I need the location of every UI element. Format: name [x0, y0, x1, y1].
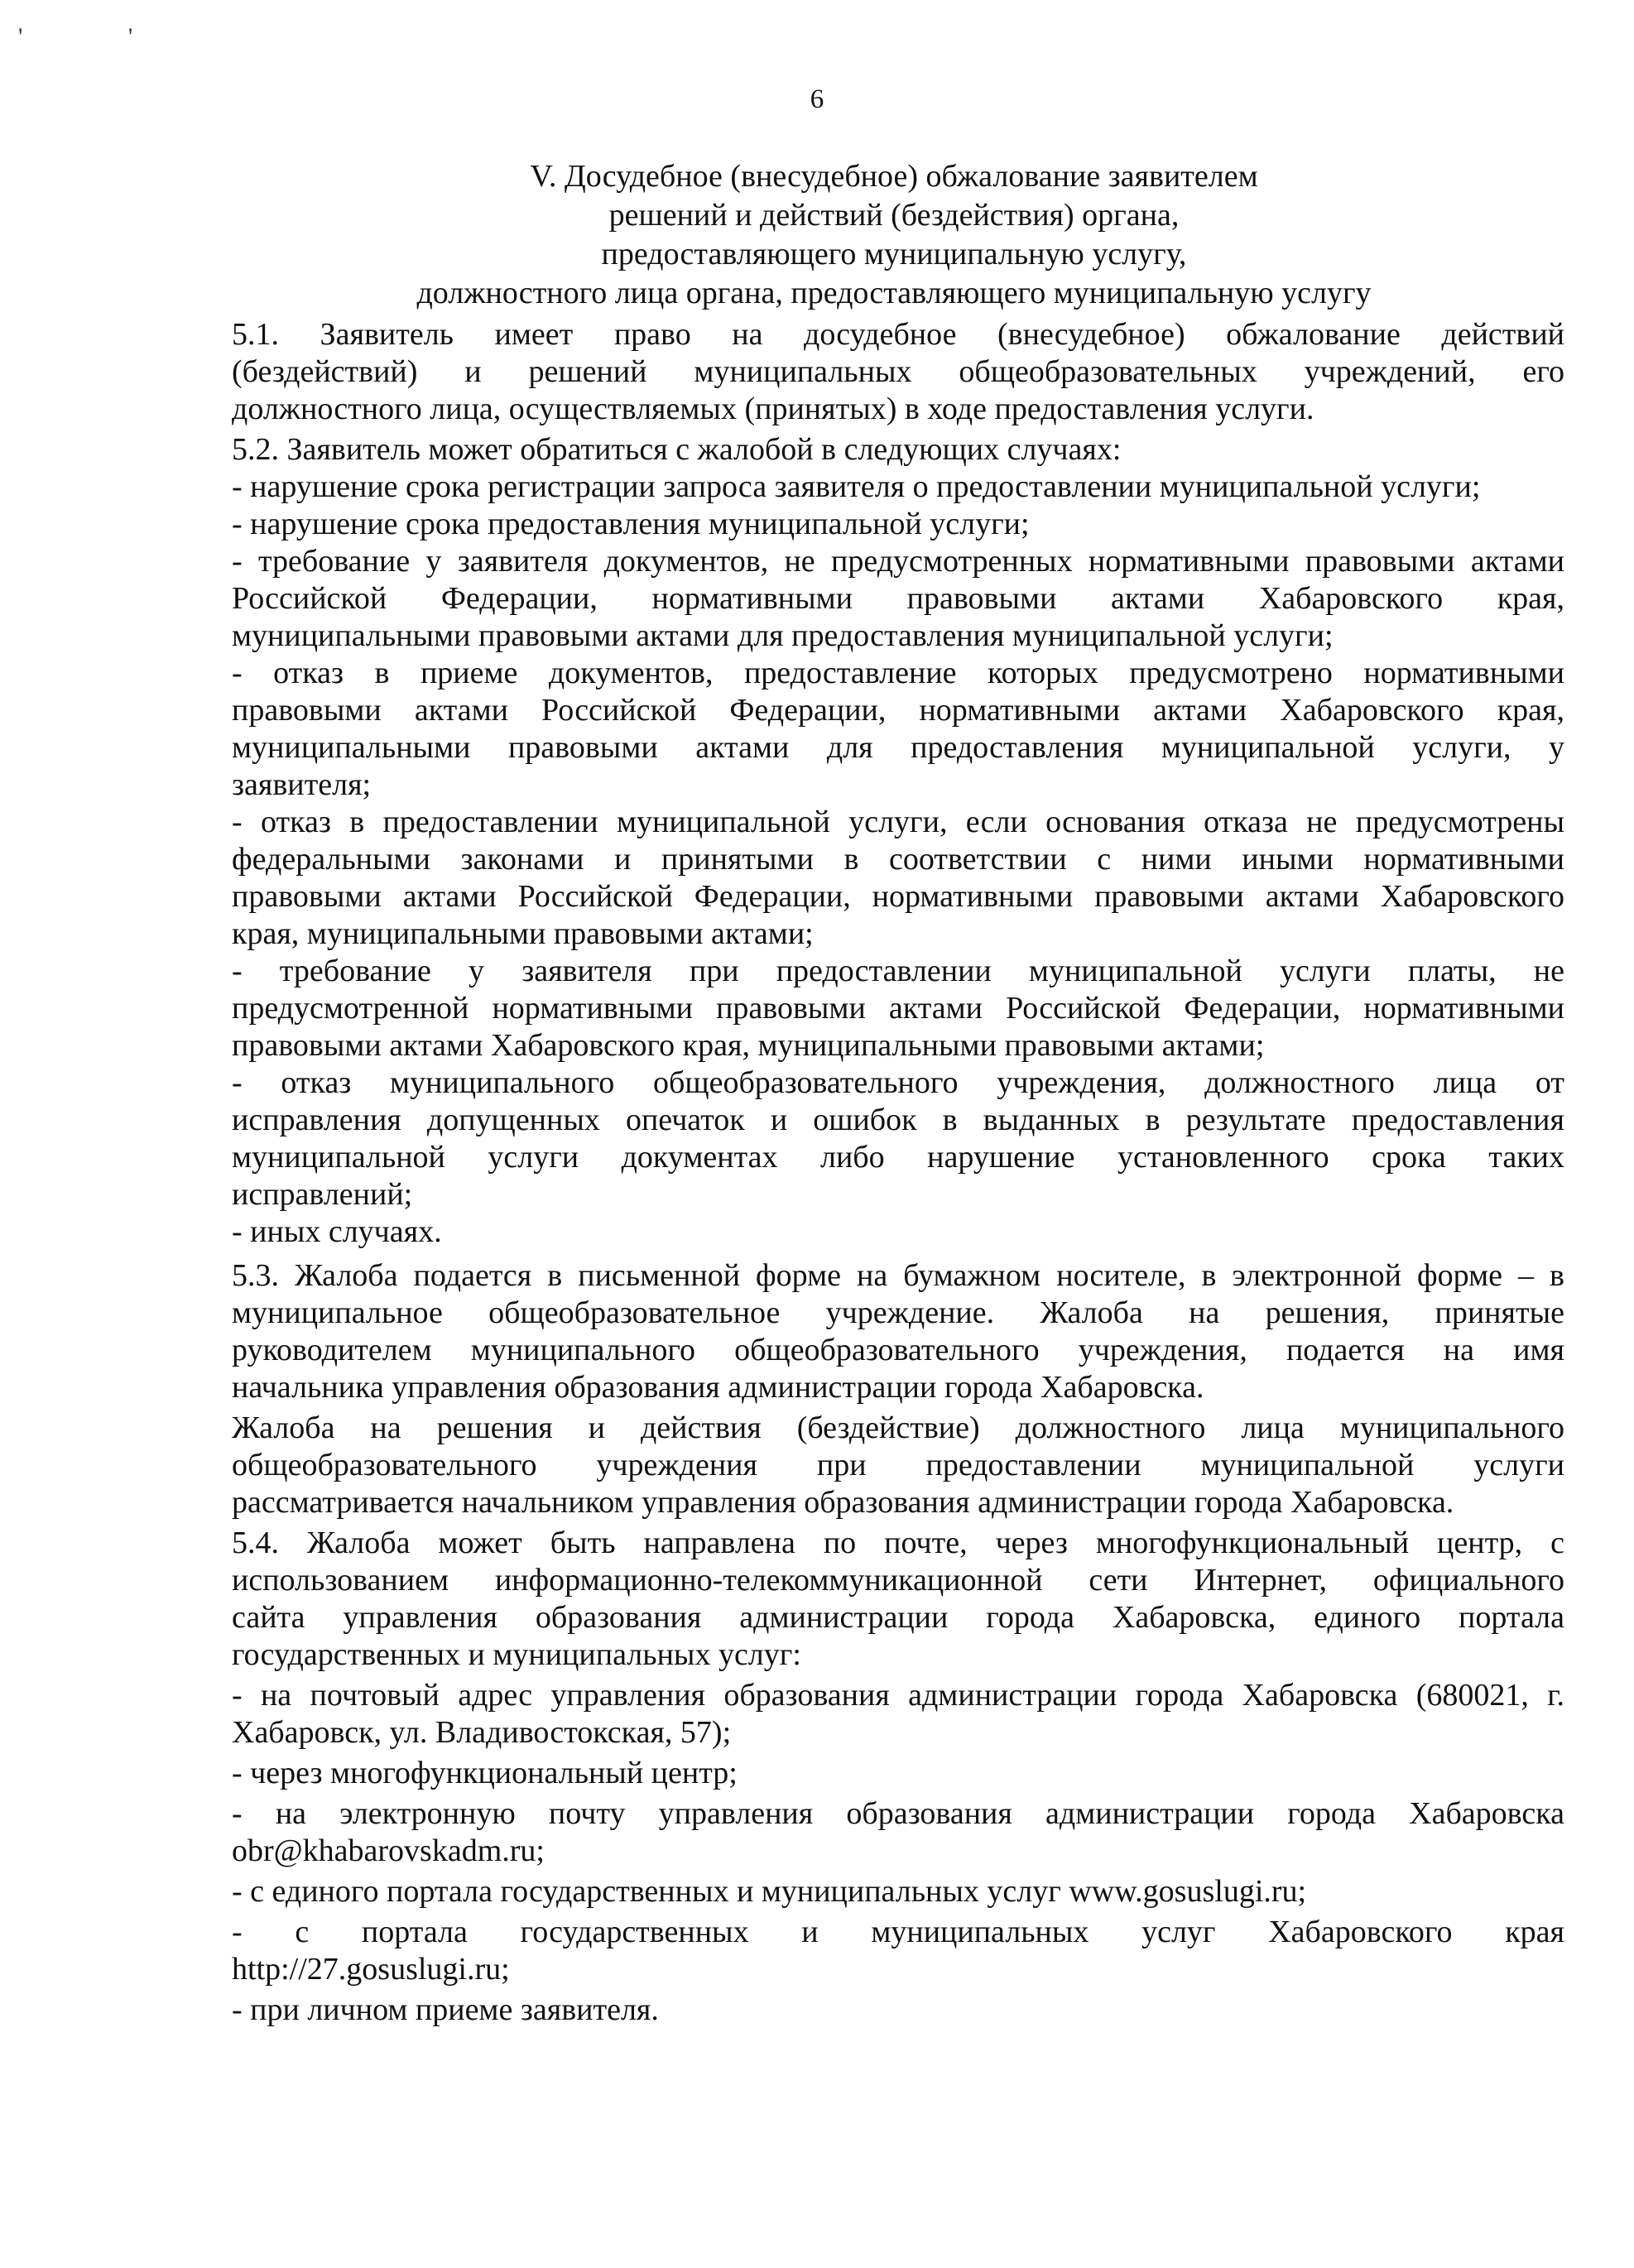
scan-marks: ' ': [18, 23, 183, 50]
section-heading: [232, 157, 1556, 313]
text-line: 5.3. Жалоба подается в письменной форме на бумажном носителе, в электронной форме – в: [232, 1258, 1564, 1293]
text-line: Хабаровск, ул. Владивостокская, 57);: [232, 1715, 732, 1750]
text-line: общеобразовательного учреждения при предоставлении муниципальной услуги: [232, 1448, 1564, 1482]
text-line: начальника управления образования администрации города Хабаровска.: [232, 1370, 1204, 1405]
text-line: - при личном приеме заявителя.: [232, 1992, 659, 2027]
text-line: - отказ в приеме документов, предоставление которых предусмотрено нормативными: [232, 656, 1564, 690]
text-line: - с единого портала государственных и муниципальных услуг www.gosuslugi.ru;: [232, 1874, 1307, 1909]
text-line: - с портала государственных и муниципальных услуг Хабаровского края: [232, 1915, 1564, 1949]
text-line: муниципальными правовыми актами для предоставления муниципальной услуги, у: [232, 730, 1564, 765]
text-line: муниципальными правовыми актами для предоставления муниципальной услуги;: [232, 618, 1334, 653]
text-line: - на почтовый адрес управления образования администрации города Хабаровска (680021, г.: [232, 1678, 1564, 1713]
text-line: - на электронную почту управления образования администрации города Хабаровска: [232, 1796, 1564, 1831]
text-line: (бездействий) и решений муниципальных общеобразовательных учреждений, его: [232, 354, 1564, 389]
text-line: правовыми актами Российской Федерации, нормативными актами Хабаровского края,: [232, 693, 1564, 728]
text-line: - нарушение срока регистрации запроса заявителя о предоставлении муниципальной услуги;: [232, 469, 1481, 504]
heading-line: V. Досудебное (внесудебное) обжалование заявителем: [530, 159, 1258, 194]
text-line: 5.2. Заявитель может обратиться с жалобой в следующих случаях:: [232, 432, 1122, 467]
text-line: Российской Федерации, нормативными правовыми актами Хабаровского края,: [232, 581, 1564, 616]
text-line: рассматривается начальником управления образования администрации города Хабаровска.: [232, 1485, 1454, 1520]
document-body: [232, 316, 1564, 2029]
text-line: исправлений;: [232, 1177, 413, 1212]
text-line: - отказ муниципального общеобразовательного учреждения, должностного лица от: [232, 1065, 1564, 1100]
text-line: предусмотренной нормативными правовыми актами Российской Федерации, нормативными: [232, 991, 1564, 1026]
text-line: руководителем муниципального общеобразовательного учреждения, подается на имя: [232, 1333, 1564, 1367]
text-line: заявителя;: [232, 767, 372, 802]
text-line: - требование у заявителя при предоставлении муниципальной услуги платы, не: [232, 954, 1564, 988]
text-line: использованием информационно-телекоммуникационной сети Интернет, официального: [232, 1563, 1564, 1598]
text-line: муниципальной услуги документах либо нарушение установленного срока таких: [232, 1140, 1564, 1175]
heading-line: предоставляющего муниципальную услугу,: [601, 237, 1187, 271]
heading-line: должностного лица органа, предоставляющего муниципальную услугу: [416, 276, 1372, 310]
text-line: государственных и муниципальных услуг:: [232, 1637, 801, 1672]
text-line: края, муниципальными правовыми актами;: [232, 916, 814, 951]
text-line: - нарушение срока предоставления муниципальной услуги;: [232, 507, 1030, 541]
text-line: должностного лица, осуществляемых (принятых) в ходе предоставления услуги.: [232, 392, 1314, 426]
text-line: исправления допущенных опечаток и ошибок в выданных в результате предоставления: [232, 1103, 1564, 1137]
heading-line: решений и действий (бездействия) органа,: [608, 198, 1180, 233]
text-line: - иных случаях.: [232, 1214, 442, 1249]
text-line: - отказ в предоставлении муниципальной услуги, если основания отказа не предусмотрены: [232, 805, 1564, 839]
text-line: правовыми актами Российской Федерации, нормативными правовыми актами Хабаровского: [232, 879, 1564, 914]
text-line: 5.1. Заявитель имеет право на досудебное (внесудебное) обжалование действий: [232, 317, 1564, 352]
text-line: - требование у заявителя документов, не предусмотренных нормативными правовыми актами: [232, 544, 1564, 579]
page-number: 6: [810, 84, 824, 114]
text-line: сайта управления образования администрации города Хабаровска, единого портала: [232, 1600, 1564, 1635]
text-line: Жалоба на решения и действия (бездействие) должностного лица муниципального: [232, 1410, 1564, 1445]
text-line: http://27.gosuslugi.ru;: [232, 1952, 510, 1987]
text-line: федеральными законами и принятыми в соответствии с ними иными нормативными: [232, 842, 1564, 877]
text-line: obr@khabarovskadm.ru;: [232, 1833, 545, 1868]
text-line: муниципальное общеобразовательное учреждение. Жалоба на решения, принятые: [232, 1295, 1564, 1330]
text-line: 5.4. Жалоба может быть направлена по почте, через многофункциональный центр, с: [232, 1526, 1564, 1560]
text-line: правовыми актами Хабаровского края, муниципальными правовыми актами;: [232, 1028, 1265, 1063]
text-line: - через многофункциональный центр;: [232, 1756, 738, 1790]
